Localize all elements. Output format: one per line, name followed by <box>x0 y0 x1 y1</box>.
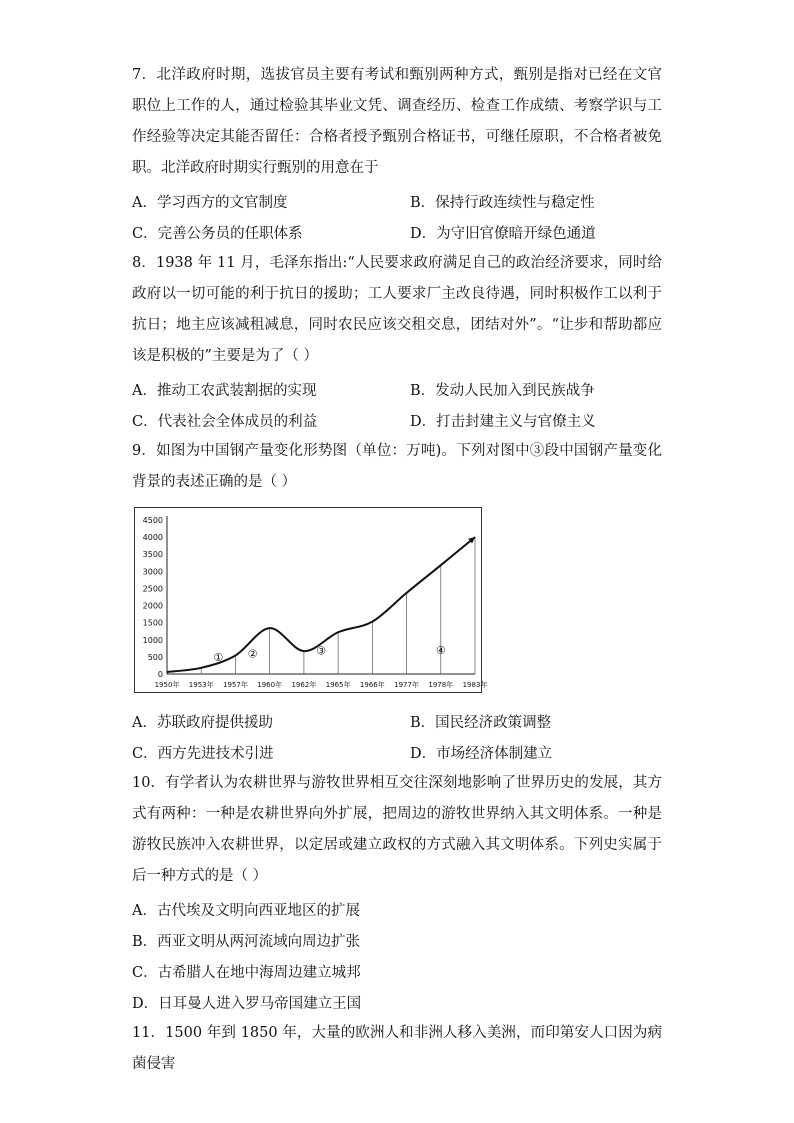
q7-stem: 7．北洋政府时期，选拔官员主要有考试和甄别两种方式，甄别是指对已经在文官职位上工作的人，通过检验其毕业文凭、调查经历、检查工作成绩、考察学识与工作经验等决定其能否留任：合格者授予甄别合格证书，可继任原职，不合格者被免职。北洋政府时期实行甄别的用意在于 <box>132 67 662 176</box>
segment-label: ② <box>247 647 258 661</box>
x-tick-label: 1977年 <box>394 681 419 689</box>
y-tick-label: 0 <box>157 670 163 679</box>
y-tick-label: 4000 <box>142 533 163 543</box>
segment-label: ① <box>213 650 224 664</box>
segment-label: ④ <box>435 644 446 658</box>
q7-option-c[interactable]: C．完善公务员的任职体系 <box>132 226 303 242</box>
x-tick-label: 1983年 <box>462 681 488 689</box>
q9-stem: 9．如图为中国钢产量变化形势图（单位：万吨)。下列对图中③段中国钢产量变化背景的表述正确的是（ ） <box>132 443 662 490</box>
y-tick-label: 3000 <box>142 567 163 577</box>
x-tick-label: 1965年 <box>325 681 351 689</box>
y-tick-label: 2500 <box>142 584 163 594</box>
q10-option-b[interactable]: B．西亚文明从两河流域向周边扩张 <box>132 934 361 950</box>
q8-option-b[interactable]: B．发动人民加入到民族战争 <box>410 383 595 399</box>
q7-option-b[interactable]: B．保持行政连续性与稳定性 <box>410 195 595 211</box>
q8-option-a[interactable]: A．推动工农武装割据的实现 <box>132 383 317 399</box>
x-tick-label: 1978年 <box>428 681 454 689</box>
q10-option-d[interactable]: D．日耳曼人进入罗马帝国建立王国 <box>132 996 362 1012</box>
q7-option-d[interactable]: D．为守旧官僚暗开绿色通道 <box>410 226 596 242</box>
y-tick-label: 3500 <box>142 550 163 560</box>
q7-option-a[interactable]: A．学习西方的文官制度 <box>132 195 288 211</box>
segment-label: ③ <box>316 644 326 658</box>
x-tick-label: 1953年 <box>188 681 214 689</box>
y-tick-label: 1500 <box>142 618 163 628</box>
q11-stem: 11．1500 年到 1850 年，大量的欧洲人和非洲人移入美洲，而印第安人口因为病菌侵害 <box>132 1025 662 1072</box>
x-tick-label: 1966年 <box>359 681 385 689</box>
q8-stem: 8．1938 年 11 月，毛泽东指出:“人民要求政府满足自己的政治经济要求，同时给政府以一切可能的利于抗日的援助；工人要求厂主改良待遇，同时积极作工以利于抗日；地主应该减租减息，同时农民应该交租交息，团结对外”。“让步和帮助都应该是积极的”主要是为了（ ） <box>132 255 662 364</box>
steel-output-chart <box>134 507 488 693</box>
q9-option-a[interactable]: A．苏联政府提供援助 <box>132 715 273 731</box>
y-tick-label: 500 <box>147 652 163 662</box>
q8-option-c[interactable]: C．代表社会全体成员的利益 <box>132 414 318 430</box>
q10-stem: 10．有学者认为农耕世界与游牧世界相互交往深刻地影响了世界历史的发展，其方式有两种：一种是农耕世界向外扩展，把周边的游牧世界纳入其文明体系。一种是游牧民族冲入农耕世界，以定居或建立政权的方式融入其文明体系。下列史实属于后一种方式的是（ ） <box>132 775 662 884</box>
y-tick-label: 1000 <box>142 635 163 645</box>
q8-option-d[interactable]: D．打击封建主义与官僚主义 <box>410 414 596 430</box>
y-tick-label: 4500 <box>142 516 163 525</box>
x-tick-label: 1957年 <box>223 681 248 689</box>
x-tick-label: 1962年 <box>291 681 317 689</box>
q9-option-c[interactable]: C．西方先进技术引进 <box>132 746 274 762</box>
x-tick-label: 1960年 <box>257 681 283 689</box>
y-tick-label: 2000 <box>142 601 163 611</box>
q10-option-a[interactable]: A．古代埃及文明向西亚地区的扩展 <box>132 903 360 919</box>
q9-option-d[interactable]: D．市场经济体制建立 <box>410 746 553 762</box>
steel-output-chart-svg <box>135 508 488 692</box>
q9-option-b[interactable]: B．国民经济政策调整 <box>410 715 552 731</box>
x-tick-label: 1950年 <box>154 681 180 689</box>
q10-option-c[interactable]: C．古希腊人在地中海周边建立城邦 <box>132 965 361 981</box>
